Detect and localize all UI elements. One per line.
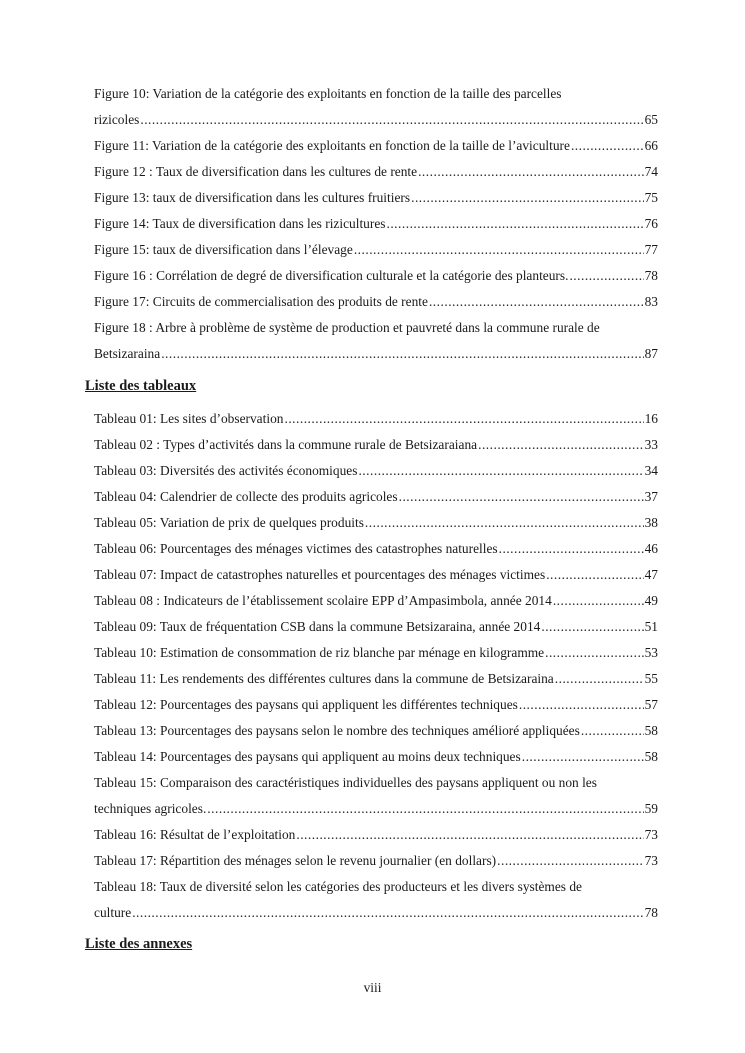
toc-entry-table-04[interactable] (94, 484, 658, 510)
entry-page-number: 58 (644, 749, 658, 764)
toc-entry-figure-13[interactable] (94, 185, 658, 211)
toc-entry-table-03[interactable] (94, 458, 658, 484)
toc-entry-table-16[interactable] (94, 822, 658, 848)
entry-page-number: 87 (644, 346, 658, 361)
toc-entry-figure-11[interactable] (94, 133, 658, 159)
dot-leader (207, 796, 643, 822)
toc-entry-table-09[interactable] (94, 614, 658, 640)
entry-page-number: 59 (644, 801, 658, 816)
entry-page-number: 74 (644, 164, 658, 179)
entry-title-line2: techniques agricoles. (94, 801, 207, 816)
entry-title: Tableau 04: Calendrier de collecte des produits agricoles (94, 489, 398, 504)
entry-page-number: 38 (644, 515, 658, 530)
entry-title: Tableau 14: Pourcentages des paysans qui appliquent au moins deux techniques (94, 749, 521, 764)
entry-page-number: 73 (644, 853, 658, 868)
dot-leader (284, 406, 643, 432)
toc-entry-table-06[interactable] (94, 536, 658, 562)
dot-leader (571, 133, 644, 159)
entry-page-number: 46 (644, 541, 658, 556)
toc-entry-table-10[interactable] (94, 640, 658, 666)
entry-title: Tableau 01: Les sites d’observation (94, 411, 284, 426)
entry-page-number: 57 (644, 697, 658, 712)
dot-leader (522, 744, 644, 770)
dot-leader (161, 341, 643, 367)
toc-entry-table-13[interactable] (94, 718, 658, 744)
toc-entry-figure-17[interactable] (94, 289, 658, 315)
dot-leader (541, 614, 643, 640)
dot-leader (545, 640, 644, 666)
toc-entry-figure-15[interactable] (94, 237, 658, 263)
entry-title-line1: Tableau 18: Taux de diversité selon les catégories des producteurs et les divers systèmes de (94, 879, 582, 894)
entry-page-number: 49 (644, 593, 658, 608)
toc-entry-table-15[interactable] (94, 770, 658, 822)
entry-title: Tableau 08 : Indicateurs de l’établissement scolaire EPP d’Ampasimbola, année 2014 (94, 593, 552, 608)
dot-leader (386, 211, 643, 237)
figures-list (94, 81, 658, 367)
toc-entry-figure-18[interactable] (94, 315, 658, 367)
dot-leader (553, 588, 644, 614)
toc-entry-figure-12[interactable] (94, 159, 658, 185)
entry-title: Tableau 16: Résultat de l’exploitation (94, 827, 296, 842)
entry-page-number: 78 (644, 905, 658, 920)
entry-page-number: 47 (644, 567, 658, 582)
dot-leader (519, 692, 644, 718)
entry-page-number: 77 (644, 242, 658, 257)
dot-leader (132, 900, 643, 926)
entry-title: Figure 14: Taux de diversification dans les rizicultures (94, 216, 386, 231)
dot-leader (354, 237, 644, 263)
dot-leader (365, 510, 644, 536)
page-number: viii (363, 980, 382, 995)
dot-leader (546, 562, 643, 588)
entry-title-line2: culture (94, 905, 132, 920)
entry-title: Figure 12 : Taux de diversification dans les cultures de rente (94, 164, 418, 179)
dot-leader (499, 536, 644, 562)
entry-page-number: 53 (644, 645, 658, 660)
dot-leader (569, 263, 643, 289)
entry-page-number: 34 (644, 463, 658, 478)
dot-leader (296, 822, 643, 848)
entry-page-number: 55 (644, 671, 658, 686)
entry-title-line1: Tableau 15: Comparaison des caractéristiques individuelles des paysans appliquent ou non les (94, 775, 597, 790)
entry-title-line2-row (94, 107, 658, 133)
dot-leader (418, 159, 644, 185)
entry-title-line2-row (94, 900, 658, 926)
entry-page-number: 75 (644, 190, 658, 205)
entry-title: Tableau 17: Répartition des ménages selon le revenu journalier (en dollars) (94, 853, 497, 868)
entry-page-number: 78 (644, 268, 658, 283)
tables-list-heading: Liste des tableaux (85, 378, 197, 394)
dot-leader (358, 458, 643, 484)
toc-entry-figure-16[interactable] (94, 263, 658, 289)
entry-title-line2: rizicoles (94, 112, 140, 127)
toc-entry-table-14[interactable] (94, 744, 658, 770)
entry-title: Tableau 13: Pourcentages des paysans selon le nombre des techniques amélioré appliquées (94, 723, 580, 738)
entry-page-number: 65 (644, 112, 658, 127)
entry-title: Figure 13: taux de diversification dans les cultures fruitiers (94, 190, 411, 205)
toc-entry-table-17[interactable] (94, 848, 658, 874)
entry-page-number: 51 (644, 619, 658, 634)
toc-entry-figure-10[interactable] (94, 81, 658, 133)
entry-title-line2-row (94, 341, 658, 367)
dot-leader (140, 107, 643, 133)
entry-page-number: 37 (644, 489, 658, 504)
entry-title: Tableau 02 : Types d’activités dans la commune rurale de Betsizaraiana (94, 437, 478, 452)
dot-leader (429, 289, 644, 315)
entry-page-number: 33 (644, 437, 658, 452)
entry-title: Tableau 12: Pourcentages des paysans qui appliquent les différentes techniques (94, 697, 518, 712)
toc-entry-table-07[interactable] (94, 562, 658, 588)
entry-title-line2-row (94, 796, 658, 822)
dot-leader (411, 185, 644, 211)
entry-title: Tableau 10: Estimation de consommation de riz blanche par ménage en kilogramme (94, 645, 545, 660)
entry-title: Figure 11: Variation de la catégorie des exploitants en fonction de la taille de l’aviculture (94, 138, 570, 153)
toc-entry-table-01[interactable] (94, 406, 658, 432)
annexes-list-heading: Liste des annexes (85, 936, 193, 952)
dot-leader (399, 484, 644, 510)
entry-page-number: 16 (644, 411, 658, 426)
entry-page-number: 83 (644, 294, 658, 309)
entry-title: Figure 17: Circuits de commercialisation des produits de rente (94, 294, 428, 309)
entry-title: Tableau 06: Pourcentages des ménages victimes des catastrophes naturelles (94, 541, 498, 556)
dot-leader (555, 666, 644, 692)
toc-entry-table-18[interactable] (94, 874, 658, 926)
entry-title: Tableau 05: Variation de prix de quelques produits (94, 515, 364, 530)
entry-title: Tableau 07: Impact de catastrophes naturelles et pourcentages des ménages victimes (94, 567, 546, 582)
entry-title-line2: Betsizaraina (94, 346, 161, 361)
toc-entry-table-11[interactable] (94, 666, 658, 692)
entry-page-number: 66 (644, 138, 658, 153)
entry-title-line1: Figure 18 : Arbre à problème de système de production et pauvreté dans la commune rurale de (94, 320, 600, 335)
entry-title: Figure 16 : Corrélation de degré de diversification culturale et la catégorie des planteurs. (94, 268, 569, 283)
entry-title: Tableau 11: Les rendements des différentes cultures dans la commune de Betsizaraina (94, 671, 554, 686)
entry-title-line1: Figure 10: Variation de la catégorie des exploitants en fonction de la taille des parcelles (94, 86, 562, 101)
entry-title: Tableau 09: Taux de fréquentation CSB dans la commune Betsizaraina, année 2014 (94, 619, 541, 634)
toc-entry-table-08[interactable] (94, 588, 658, 614)
toc-entry-table-02[interactable] (94, 432, 658, 458)
dot-leader (497, 848, 643, 874)
toc-entry-table-12[interactable] (94, 692, 658, 718)
entry-page-number: 73 (644, 827, 658, 842)
entry-title: Tableau 03: Diversités des activités économiques (94, 463, 358, 478)
dot-leader (581, 718, 644, 744)
entry-page-number: 76 (644, 216, 658, 231)
toc-entry-table-05[interactable] (94, 510, 658, 536)
tables-list (94, 406, 658, 926)
toc-entry-figure-14[interactable] (94, 211, 658, 237)
dot-leader (478, 432, 644, 458)
entry-page-number: 58 (644, 723, 658, 738)
entry-title: Figure 15: taux de diversification dans l’élevage (94, 242, 353, 257)
